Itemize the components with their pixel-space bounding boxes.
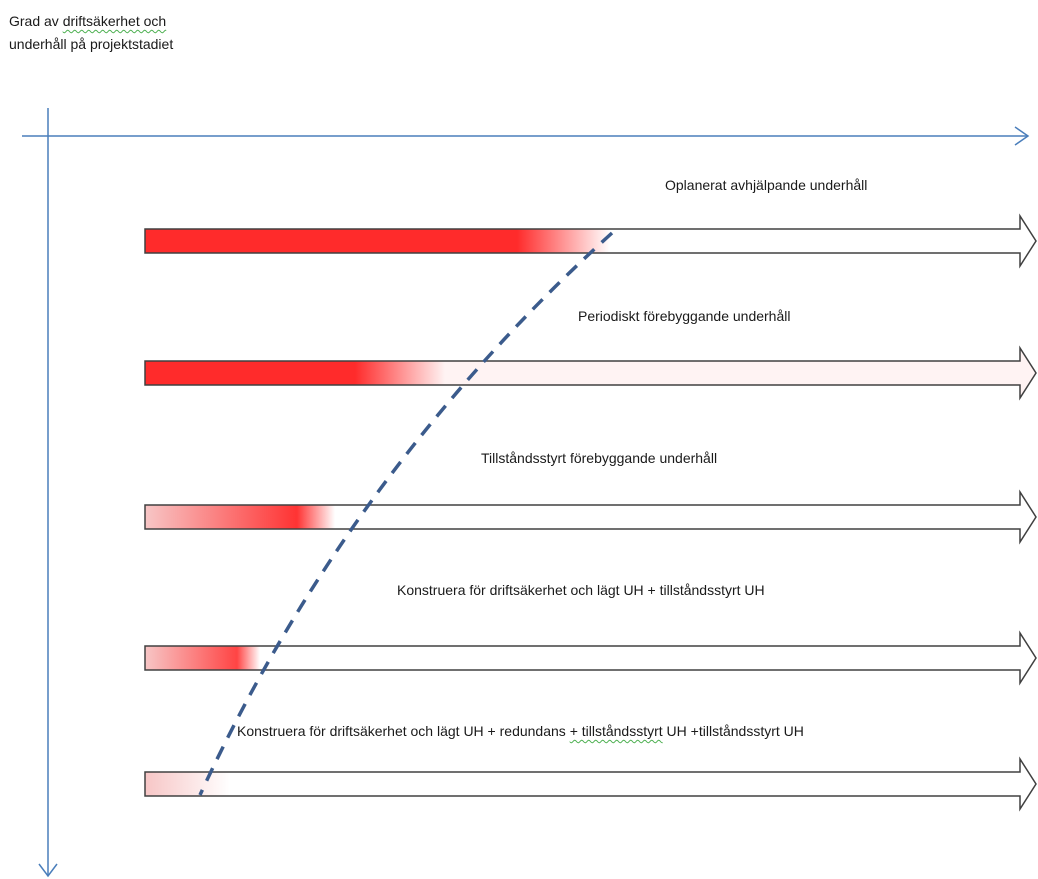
- y-axis-label-prefix: Grad av: [9, 13, 63, 29]
- level-label-4: Konstruera för driftsäkerhet och lägt UH + tillståndsstyrt UH: [397, 582, 765, 598]
- level-arrow-2: [145, 348, 1036, 398]
- level-label-1: Oplanerat avhjälpande underhåll: [665, 177, 868, 193]
- y-axis: [39, 108, 57, 876]
- level-arrow-5: [145, 759, 1036, 809]
- y-axis-label-squiggle: driftsäkerhet och: [62, 13, 167, 29]
- level-arrow-1: [145, 216, 1036, 266]
- level-label-2: Periodiskt förebyggande underhåll: [578, 308, 791, 324]
- level-label-5-squiggle: + tillståndsstyrt: [569, 723, 663, 739]
- level-label-5: [237, 723, 804, 739]
- level-label-3: Tillståndsstyrt förebyggande underhåll: [481, 450, 718, 466]
- level-arrow-3: [145, 492, 1036, 542]
- level-label-5-prefix: Konstruera för driftsäkerhet och lägt UH + redundans: [237, 723, 570, 739]
- x-axis: [22, 127, 1028, 145]
- y-axis-label-line2: underhåll på projektstadiet: [9, 36, 174, 52]
- level-label-5-suffix: UH +tillståndsstyrt UH: [662, 723, 804, 739]
